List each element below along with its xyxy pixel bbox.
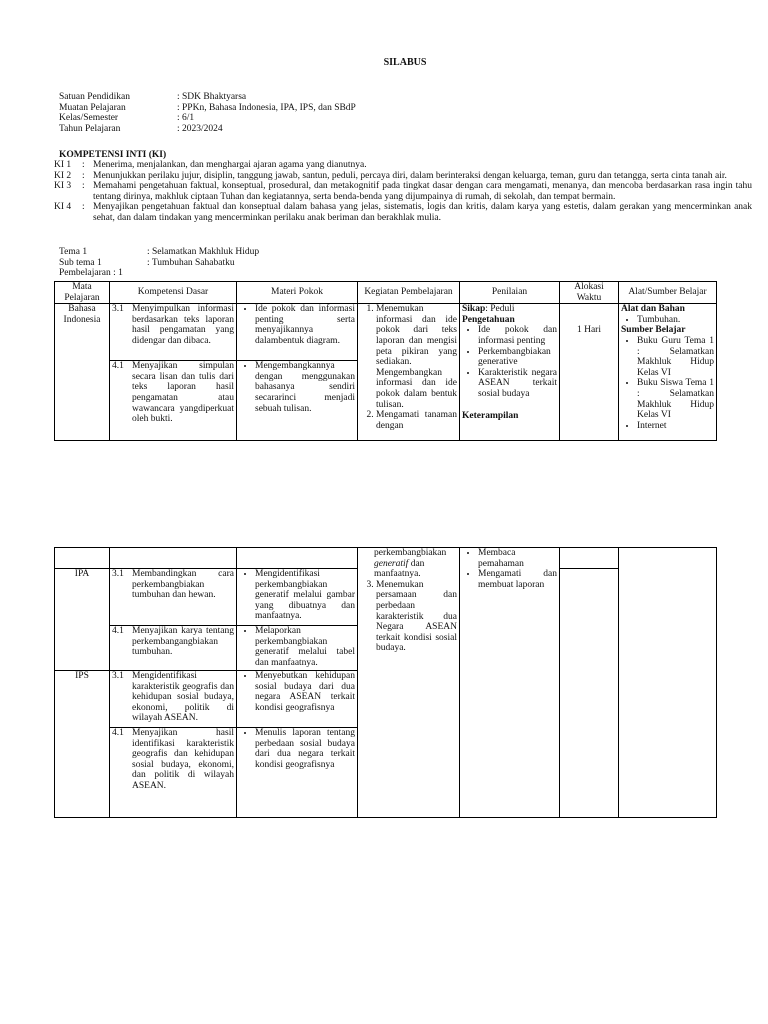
- kd-text: Membandingkan cara perkembangbiakan tumbuhan dan hewan.: [132, 569, 234, 601]
- penilaian-item: • Karakteristik negara ASEAN terkait sosial budaya: [478, 368, 557, 400]
- tema-label: Tema 1: [59, 247, 88, 257]
- empty-cell: [619, 548, 717, 818]
- silabus-table-page1: [54, 281, 717, 441]
- empty-cell: [237, 548, 358, 569]
- kd-item: [110, 360, 236, 425]
- tema-value: : Selamatkan Makhluk Hidup: [147, 247, 260, 257]
- empty-cell: [110, 548, 237, 569]
- ki-list: [54, 160, 752, 224]
- kd-item: [110, 304, 236, 360]
- kegiatan-item: 2. Mengamati tanaman dengan: [376, 410, 457, 431]
- kd-cell: [110, 569, 237, 626]
- table-row: [55, 548, 717, 569]
- kd-text: Menyajikan hasil identifikasi karakteristik geografis dan kehidupan sosial budaya, ekonomi, dan politik di wilayah ASEAN.: [132, 728, 234, 791]
- info-value: : 2023/2024: [177, 123, 223, 134]
- info-row: [59, 113, 356, 124]
- header-kegiatan: Kegiatan Pembelajaran: [358, 282, 460, 304]
- kd-cell: [110, 728, 237, 818]
- info-row: [59, 92, 356, 103]
- kd-text: Mengidentifikasi karakteristik geografis dan kehidupan sosial budaya, ekonomi, politik di wilayah ASEAN.: [132, 671, 234, 724]
- kegiatan-cell: [358, 304, 460, 441]
- tema-row: [59, 268, 259, 279]
- penilaian-item: • Perkembangbiakan generative: [478, 347, 557, 368]
- kd-item: [112, 569, 234, 601]
- kd-item: [112, 728, 234, 792]
- kegiatan-text: Mengembangkan informasi dan ide pokok dalam bentuk tulisan.: [376, 367, 457, 410]
- tema-block: [59, 247, 259, 279]
- alat-cell: [619, 304, 717, 441]
- tema-value: : 1: [113, 268, 123, 279]
- penilaian-item: • Ide pokok dan informasi penting: [478, 325, 557, 346]
- mapel-cell: IPS: [55, 671, 110, 818]
- tema-row: [59, 258, 259, 269]
- empty-cell: [560, 548, 619, 569]
- pengetahuan-label: Pengetahuan: [462, 314, 515, 325]
- ki-colon: :: [82, 181, 85, 192]
- kegiatan-text-italic: generatif: [374, 558, 409, 569]
- kd-number: 3.1: [112, 569, 124, 579]
- sumber-item: • Buku Guru Tema 1 : Selamatkan Makhluk Hidup Kelas VI: [637, 336, 714, 378]
- header-alat-sumber: Alat/Sumber Belajar: [619, 282, 717, 304]
- kegiatan-item: 3. Menemukan persamaan dan perbedaan karakteristik dua Negara ASEAN terkait kondisi sosial budaya.: [376, 580, 457, 654]
- mapel-cell: IPA: [55, 569, 110, 671]
- kegiatan-text: dan manfaatnya.: [374, 558, 425, 580]
- materi-item: [237, 360, 357, 414]
- header-row: [55, 282, 717, 304]
- info-block: [59, 92, 356, 134]
- info-label: Kelas/Semester: [59, 113, 119, 124]
- ki-text: Menunjukkan perilaku jujur, disiplin, tanggung jawab, santun, peduli, percaya diri, dalam berinteraksi dengan keluarga, teman, guru dan tetangga, serta cinta tanah air.: [93, 170, 727, 181]
- kd-number: 4.1: [112, 361, 124, 372]
- kegiatan-continuation: [360, 548, 457, 580]
- tema-value: : Tumbuhan Sahabatku: [147, 257, 235, 268]
- penilaian-cell: [460, 304, 560, 441]
- kd-cell: [110, 304, 237, 441]
- kd-number: 4.1: [112, 728, 124, 738]
- alokasi-cell: 1 Hari: [560, 304, 619, 441]
- ki-text: Memahami pengetahuan faktual, konseptual, prosedural, dan metakognitif pada tingkat dasar dengan cara mengamati, menanya, dan mencoba berdasarkan rasa ingin tahu tentang dirinya, makhluk ciptaan Tuhan dan kegiatannya, serta benda-benda yang dijumpainya di rumah, di sekolah, dan tempat bermain.: [93, 181, 752, 202]
- ki-heading: KOMPETENSI INTI (KI): [59, 150, 167, 160]
- materi-cell: [237, 304, 358, 441]
- kegiatan-cell: [358, 548, 460, 818]
- tema-row: [59, 247, 259, 258]
- info-value: : 6/1: [177, 113, 195, 124]
- materi-cell: [237, 671, 358, 728]
- document-title: SILABUS: [383, 57, 427, 68]
- info-value: : SDK Bhaktyarsa: [177, 92, 247, 102]
- penilaian-item: • Mengamati dan membuat laporan: [478, 569, 557, 590]
- ki-colon: :: [82, 202, 85, 213]
- kd-item: [112, 671, 234, 724]
- materi-text: • Menyebutkan kehidupan sosial budaya dari dua negara ASEAN terkait kondisi geografisnya: [255, 671, 355, 713]
- ki-item: [54, 160, 752, 171]
- header-materi-pokok: Materi Pokok: [237, 282, 358, 304]
- kd-cell: [110, 671, 237, 728]
- materi-cell: [237, 728, 358, 818]
- sikap-value: : Peduli: [485, 304, 515, 315]
- kd-number: 3.1: [112, 671, 124, 681]
- kd-text: Menyajikan simpulan secara lisan dan tulis dari teks laporan hasil pengamatan atau wawancara yangdiperkuat oleh bukti.: [132, 361, 234, 425]
- silabus-table-page2: [54, 547, 717, 818]
- materi-text: • Mengidentifikasi perkembangbiakan generatif melalui gambar yang dibuatnya dan manfaatnya.: [255, 569, 355, 622]
- info-label: Tahun Pelajaran: [59, 123, 121, 134]
- penilaian-sikap: [462, 304, 557, 315]
- ki-colon: :: [82, 170, 85, 181]
- ki-item: [54, 181, 752, 202]
- sumber-item: • Buku Siswa Tema 1 : Selamatkan Makhluk Hidup Kelas VI: [637, 378, 714, 420]
- materi-cell: [237, 569, 358, 626]
- kd-number: 4.1: [112, 626, 124, 636]
- sumber-item: • Internet: [637, 421, 714, 432]
- info-value: : PPKn, Bahasa Indonesia, IPA, IPS, dan SBdP: [177, 102, 356, 113]
- empty-cell: [55, 548, 110, 569]
- empty-cell: [560, 569, 619, 818]
- mapel-cell: Bahasa Indonesia: [55, 304, 110, 441]
- ki-item: [54, 171, 752, 182]
- header-kompetensi-dasar: Kompetensi Dasar: [110, 282, 237, 304]
- materi-text: • Menulis laporan tentang perbedaan sosial budaya dari dua negara terkait kondisi geografisnya: [255, 728, 355, 770]
- header-alokasi: Alokasi Waktu: [560, 282, 619, 304]
- info-row: [59, 124, 356, 135]
- header-mata-pelajaran: Mata Pelajaran: [55, 282, 110, 304]
- table-row: [55, 304, 717, 441]
- alat-title: Alat dan Bahan: [621, 304, 685, 315]
- kegiatan-text: Menemukan informasi dan ide pokok dari teks laporan dan mengisi peta pikiran yang sediakan.: [376, 304, 457, 368]
- ki-number: KI 1: [54, 160, 72, 170]
- info-label: Satuan Pendidikan: [59, 92, 130, 102]
- ki-number: KI 4: [54, 202, 72, 213]
- sikap-label: Sikap: [462, 304, 486, 315]
- alat-item: • Tumbuhan.: [637, 315, 714, 326]
- kegiatan-item: [376, 304, 457, 410]
- keterampilan-label: Keterampilan: [462, 410, 519, 421]
- materi-text: • Melaporkan perkembangbiakan generatif melalui tabel dan manfaatnya.: [255, 626, 355, 668]
- sumber-title: Sumber Belajar: [621, 325, 686, 336]
- kegiatan-text: perkembangbiakan: [374, 548, 447, 558]
- materi-text: • Mengembangkannya dengan menggunakan bahasanya sendiri secararinci menjadi sebuah tulisan.: [255, 361, 355, 414]
- kd-number: 3.1: [112, 304, 124, 315]
- penilaian-item: • Membaca pemahaman: [478, 548, 557, 569]
- ki-number: KI 2: [54, 170, 72, 181]
- ki-colon: :: [82, 160, 85, 170]
- tema-label: Pembelajaran: [59, 268, 111, 279]
- ki-text: Menyajikan pengetahuan faktual dan konseptual dalam bahasa yang jelas, sistematis, logis dan kritis, dalam karya yang estetis, dalam gerakan yang mencerminkan anak sehat, dan dalam tindakan yang mencerminkan perilaku anak beriman dan berakhlak mulia.: [93, 202, 752, 223]
- kd-text: Menyimpulkan informasi berdasarkan teks laporan hasil pengamatan yang didengar dan dibaca.: [132, 304, 234, 346]
- kd-cell: [110, 626, 237, 671]
- info-label: Muatan Pelajaran: [59, 102, 126, 113]
- header-penilaian: Penilaian: [460, 282, 560, 304]
- materi-cell: [237, 626, 358, 671]
- materi-item: [237, 304, 357, 360]
- penilaian-cell: [460, 548, 560, 818]
- ki-text: Menerima, menjalankan, dan menghargai ajaran agama yang dianutnya.: [93, 160, 367, 170]
- materi-text: • Ide pokok dan informasi penting serta menyajikannya dalambentuk diagram.: [255, 304, 355, 346]
- tema-label: Sub tema 1: [59, 257, 102, 268]
- info-row: [59, 103, 356, 114]
- kd-item: [112, 626, 234, 658]
- kd-text: Menyajikan karya tentang perkembangangbiakan tumbuhan.: [132, 626, 234, 658]
- ki-number: KI 3: [54, 181, 72, 192]
- ki-item: [54, 202, 752, 223]
